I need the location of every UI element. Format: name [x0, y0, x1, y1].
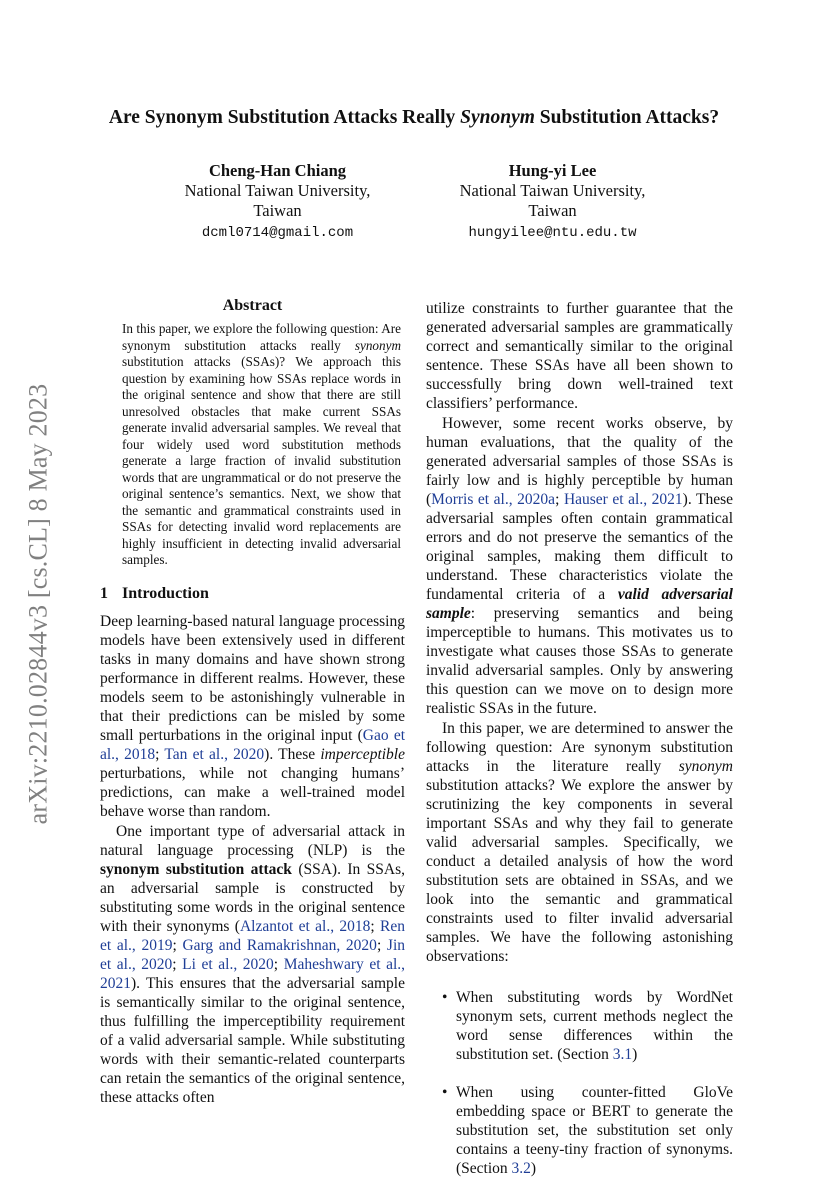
arxiv-identifier-stamp: [20, 364, 56, 844]
bold-term: synonym substitution attack: [100, 860, 292, 878]
citation-link[interactable]: Hauser et al., 2021: [563, 491, 683, 508]
paragraph-text: : preserving semantics and being imperceptible to humans. This motivates us to investigate what causes those SSAs to generate invalid adversarial samples. Only by answering this question can we move on to design more realistic SSAs in the future.: [426, 605, 733, 717]
arxiv-id-text: arXiv:2210.02844v3 [cs.CL] 8 May 2023: [23, 383, 52, 825]
author-affiliation: National Taiwan University,: [184, 181, 371, 200]
author-name: Cheng-Han Chiang: [208, 161, 347, 180]
list-item-text: When using counter-fitted GloVe embedding space or BERT to generate the substitution set, the substitution set only contains a teeny-tiny fraction of synonyms. (Section: [456, 1084, 733, 1177]
list-item-text: ): [632, 1046, 638, 1063]
separator: ;: [155, 745, 165, 763]
intro-paragraph-4: [426, 719, 733, 966]
italic-text: synonym: [678, 758, 733, 775]
separator: ;: [273, 955, 284, 973]
list-item-text: ): [530, 1160, 537, 1177]
bold-italic-term: valid adversarial sample: [426, 586, 733, 622]
paragraph-text: (SSA). In SSAs, an adversarial sample is constructed by substituting some words in the original sentence with their synonyms (: [100, 860, 405, 935]
abstract-italic: synonym: [354, 337, 401, 353]
title-text-end: Substitution Attacks?: [534, 107, 720, 128]
section-title: Introduction: [122, 584, 209, 602]
list-item: [456, 988, 733, 1064]
citation-link[interactable]: Jin et al., 2020: [100, 936, 406, 973]
author-name: Hung-yi Lee: [508, 161, 597, 180]
paragraph-text: Deep learning-based natural language processing models have been extensively used in different tasks in many domains and have shown strong performance in different realms. However, these models seem to be astonishingly vulnerable in that their predictions can be misled by some small perturbations in the original input (: [100, 612, 405, 744]
section-number: 1: [100, 584, 108, 602]
author-email[interactable]: dcml0714@gmail.com: [201, 225, 354, 241]
list-item: [456, 1083, 733, 1178]
separator: ;: [172, 936, 183, 954]
paragraph-text: perturbations, while not changing humans’ predictions, can make a well-trained model behave worse than random.: [100, 764, 405, 820]
italic-text: imperceptible: [320, 745, 405, 763]
separator: ;: [555, 491, 564, 508]
intro-paragraph-3: [426, 414, 733, 718]
paragraph-text: ). These: [264, 745, 321, 763]
author-country: Taiwan: [528, 201, 577, 220]
citation-link[interactable]: Li et al., 2020: [182, 955, 274, 973]
paper-title: [60, 106, 768, 130]
citation-link[interactable]: Tan et al., 2020: [164, 745, 265, 763]
citation-link[interactable]: Gao et al., 2018: [100, 726, 406, 763]
paragraph-text: ). This ensures that the adversarial sample is semantically similar to the original sentence, thus fulfilling the imperceptibility requirement of a valid adversarial sample. While substituting words with their semantic-related counterparts can retain the semantics of the original sentence, these attacks often: [100, 974, 405, 1106]
author-country: Taiwan: [253, 201, 302, 220]
citation-link[interactable]: Ren et al., 2019: [100, 917, 405, 954]
author-block-1: [170, 161, 385, 243]
abstract-body: [100, 321, 405, 569]
title-text: Are Synonym Substitution Attacks Really: [108, 107, 461, 128]
author-affiliation: National Taiwan University,: [459, 181, 646, 200]
citation-link[interactable]: Garg and Ramakrishnan, 2020: [182, 936, 377, 954]
citation-link[interactable]: Maheshwary et al., 2021: [100, 955, 406, 992]
paragraph-text: ). These adversarial samples often contain grammatical errors and do not preserve the semantics of the original samples, making them difficult to understand. These characteristics violate the fundamental criteria of a: [426, 491, 733, 603]
paragraph-text: One important type of adversarial attack in natural language processing (NLP) is the: [100, 822, 405, 859]
abstract-text: substitution attacks (SSAs)? We approach this question by examining how SSAs replace words in the original sentence and show that there are still unresolved obstacles that make current SSAs generate invalid adversarial samples. We reveal that four widely used word substitution methods generate a large fraction of invalid substitution words that are ungrammatical or do not preserve the original sentence’s semantics. Next, we show that the semantic and grammatical constraints used in SSAs for detecting invalid word replacements are highly insufficient in detecting invalid adversarial samples.: [122, 354, 401, 567]
separator: ;: [370, 917, 381, 935]
separator: ;: [376, 936, 387, 954]
section-heading-introduction: [100, 584, 405, 603]
intro-paragraph-2-continued: utilize constraints to further guarantee that the generated adversarial samples are grammatically correct and semantically similar to the original sentence. These SSAs have all been shown to successfully bring down well-trained text classifiers’ performance.: [426, 300, 733, 412]
paragraph-text: However, some recent works observe, by human evaluations, that the quality of the generated adversarial samples of those SSAs is fairly low and is highly perceptible by human (: [426, 415, 733, 508]
citation-link[interactable]: Alzantot et al., 2018: [239, 917, 371, 935]
title-italic: Synonym: [460, 107, 535, 128]
intro-paragraph-2: [100, 822, 405, 1107]
paragraph-text: substitution attacks? We explore the answer by scrutinizing the key components in several important SSAs and why they fail to generate valid adversarial samples. Specifically, we conduct a detailed analysis of how the word substitution sets are obtained in SSAs, and we look into the semantic and grammatical constraints used to filter invalid adversarial samples. We have the following astonishing observations:: [426, 777, 733, 965]
author-email[interactable]: hungyilee@ntu.edu.tw: [468, 225, 637, 241]
author-block-2: [445, 161, 660, 243]
abstract-heading: Abstract: [222, 297, 283, 314]
section-ref-link[interactable]: 3.1: [612, 1046, 633, 1063]
observations-list: [426, 988, 733, 1178]
right-column: [426, 299, 733, 1197]
left-column: [100, 296, 405, 1107]
abstract-text: In this paper, we explore the following question: Are synonym substitution attacks really: [122, 321, 401, 353]
intro-paragraph-1: [100, 612, 405, 821]
list-item-text: When substituting words by WordNet synonym sets, current methods neglect the word sense differences within the substitution set. (Section: [456, 989, 733, 1063]
citation-link[interactable]: Morris et al., 2020a: [431, 491, 556, 508]
section-ref-link[interactable]: 3.2: [511, 1160, 531, 1177]
paragraph-text: In this paper, we are determined to answer the following question: Are synonym substitution attacks in the literature really: [426, 720, 733, 775]
separator: ;: [172, 955, 183, 973]
